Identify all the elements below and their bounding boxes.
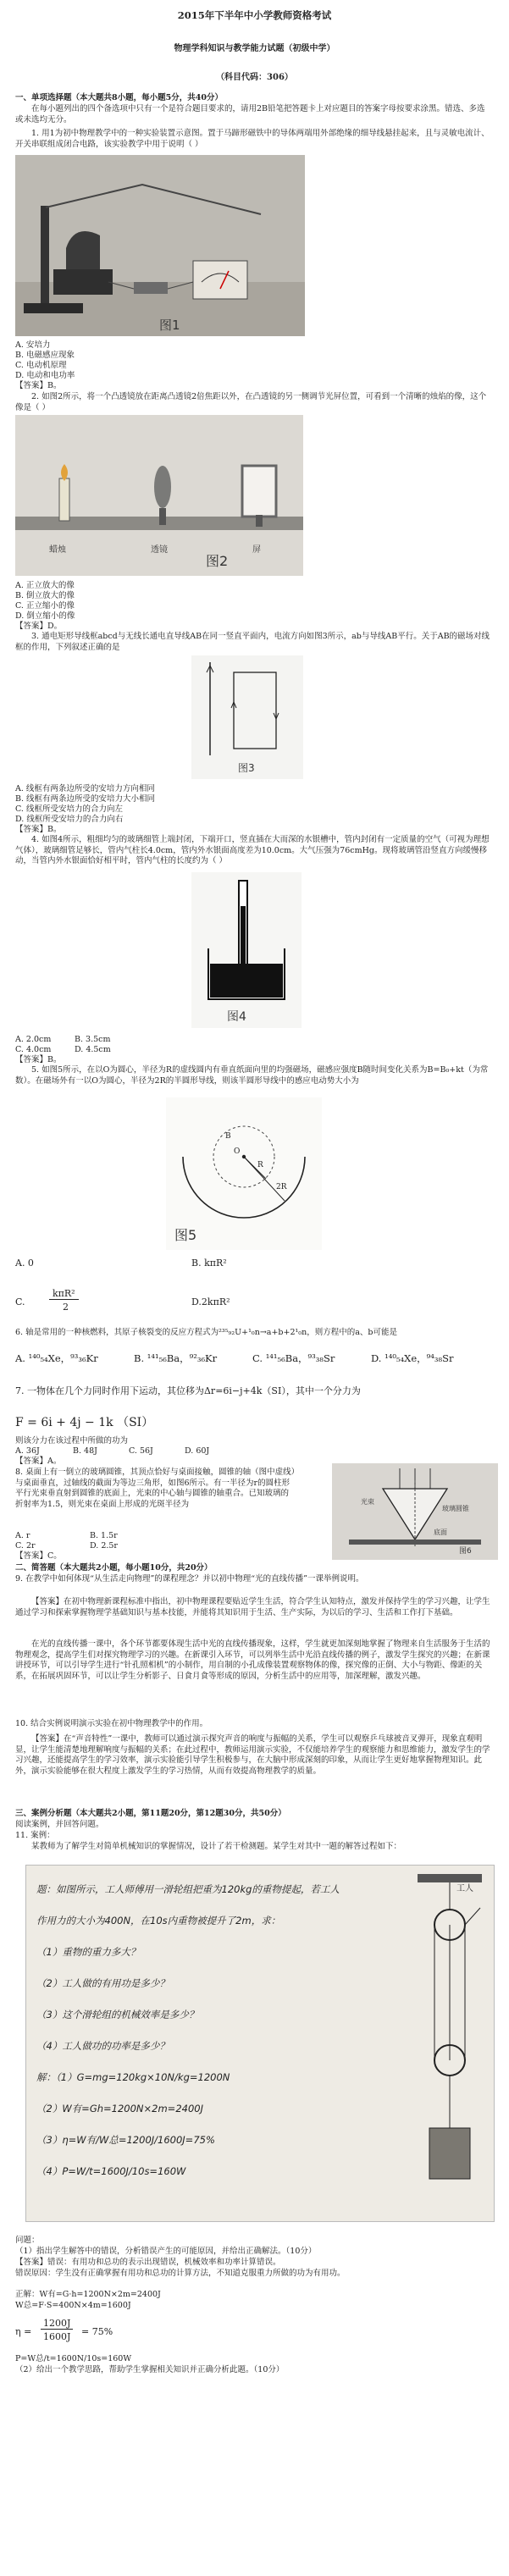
answer-continued: 在光的直线传播一课中，各个环节都要体现生活中光的直线传播现象，这样，学生就更加深刻地掌握了物理来自生活服务于生活的物理观念，提高学生们对探究物理学习的兴趣。在新课引入环节，可以列举生活中光沿直线传播的例子，激发学生探究的兴趣；在新课讲授环节，可以引导学生进行“针孔照相机”的小制作，用自制的小孔成像装置观察物体的像，探究像的正倒、大小与物距、像距的关系，在拓展巩固环节，可以让学生分析影子、日食月食等形成的原因，分析生活中的应用等，加深理解，激发兴趣。 [15,1639,490,1681]
option-a: A. r [15,1531,30,1540]
option-a: A. 0 [15,1258,34,1269]
option-b: B. 线框有两条边所受的安培力大小相同 [15,794,156,804]
doc-subtitle: 物理学科知识与教学能力试题（初级中学） [174,44,335,53]
option-c: C. 电动机原理 [15,361,67,370]
figure-5 [166,1097,322,1250]
doc-title: 2015年下半年中小学教师资格考试 [177,9,332,21]
label-candle: 蜡烛 [49,545,66,555]
handwritten-solution [36,1874,401,2187]
answer: 【答案】B。 [15,825,62,834]
figure-caption: 图4 [227,1010,246,1024]
sub-question: （2）给出一个教学思路，帮助学生掌握相关知识并正确分析此题。（10分） [15,2365,285,2374]
hand-line: 解：（1）G=mg=120kg×10N/kg=1200N [36,2071,230,2083]
solution-line: W总=F·S=400N×4m=1600J [15,2301,131,2310]
hand-line: 题：如图所示，工人师傅用一滑轮组把重为120kg的重物提起，若工人 [36,1883,340,1895]
option-a: A. 2.0cm [15,1035,52,1044]
question-stem: 6. 轴是常用的一种核燃料，其原子核裂变的反应方程式为²³⁵₉₂U+¹₀n→a+b+2¹₀n，则方程中的a、b可能是 [15,1328,397,1337]
figure-2 [15,415,303,576]
answer: 【答案】B。 [15,1055,62,1064]
label-b: B [225,1132,231,1141]
efficiency-denominator: 1600J [43,2331,71,2342]
question-stem: 9. 在教学中如何体现“从生活走向物理”的课程理念？并以初中物理“光的直线传播”一课举例说明。 [15,1574,364,1584]
questions-label: 问题： [15,2236,40,2245]
label-o: O [234,1147,241,1156]
label-cone: 玻璃圆锥 [442,1505,469,1512]
case-intro: 某教师为了解学生对简单机械知识的掌握情况，设计了若干检测题。某学生对其中一题的解答过程如下： [31,1842,402,1851]
section-heading: 三、案例分析题（本大题共2小题，第11题20分，第12题30分，共50分） [15,1809,286,1818]
option-d: D. 倒立缩小的像 [15,611,75,621]
question-stem: 1. 用1为初中物理教学中的一种实验装置示意图。置于马蹄形磁铁中的导体两端用外部绝缘的细导线悬挂起来，且与灵敏电流计、开关串联组成闭合电路，该实验教学中用于说明（ ） [15,129,490,149]
question-stem: 10. 结合实例说明演示实验在初中物理教学中的作用。 [15,1719,208,1728]
label-base: 底面 [434,1528,447,1536]
question-stem: 7. 一物体在几个力同时作用下运动，其位移为Δr=6i−j+4k（SI），其中一个分力为 [15,1385,361,1396]
question-stem: 5. 如图5所示，在以O为圆心，半径为R的虚线圆内有垂直纸面向里的均强磁场，磁感应强度B随时间变化关系为B=B₀+kt（为常数）。在磁场外有一以O为圆心，半径为2R的半圆形导线，则该半圆形导线中的感应电动势大小为 [15,1065,489,1086]
section-intro: 在每小题列出的四个备选项中只有一个是符合题目要求的，请用2B铅笔把答题卡上对应题目的答案字母按要求涂黑。错选、多选或未选均无分。 [15,104,485,124]
student-solution-image [25,1865,495,2222]
label-r: R [257,1161,263,1169]
sub-question: （1）指出学生解答中的错误，分析错误产生的可能原因，并给出正确解法。（10分） [15,2247,317,2256]
label-worker: 工人 [456,1884,473,1893]
option-c-numerator: kπR² [49,1289,79,1300]
efficiency-prefix: η = [15,2326,32,2337]
answer: 【答案】A。 [15,1457,62,1466]
answer: 【答案】B。 [15,381,62,390]
figure-caption: 图3 [238,762,255,774]
subject-code: （科目代码：306） [216,73,293,82]
option-a: A. ¹⁴⁰₅₄Xe，⁹³₃₆Kr [15,1352,98,1364]
answer: 【答案】D。 [15,622,63,631]
option-b: B. 电磁感应现象 [15,351,75,360]
option-b: B. 1.5r [90,1531,118,1540]
hand-line: （3）这个滑轮组的机械效率是多少？ [36,2009,199,2020]
option-d: D. ¹⁴⁰₅₄Xe，⁹⁴₃₈Sr [371,1352,454,1364]
option-c: C. 线框所受安培力的合力向左 [15,804,123,814]
hand-line: （2）工人做的有用功是多少？ [36,1977,169,1989]
answer: 【答案】C。 [15,1551,62,1561]
efficiency-numerator: 1200J [41,2319,73,2330]
hand-line: （1）重物的重力多大？ [36,1946,141,1958]
figure-4-drawing [191,872,302,1028]
option-b: B. kπR² [191,1258,227,1269]
option-d: D. 2.5r [90,1541,118,1551]
error-reason: 错误原因：学生没有正确掌握有用功和总功的计算方法，不知道克服重力所做的功为有用功。 [15,2269,346,2278]
figure-caption: 图2 [206,553,229,569]
section-heading: 一、单项选择题（本大题共8小题，每小题5分，共40分） [15,93,223,102]
answer: 【答案】错误：有用功和总功的表示出现错误，机械效率和功率计算错误。 [15,2258,281,2267]
figure-6 [332,1463,498,1560]
hand-line: （4）工人做功的功率是多少？ [36,2040,169,2052]
option-c-denominator: 2 [63,1302,69,1313]
option-b: B. 倒立放大的像 [15,591,75,600]
option-c: C. 正立缩小的像 [15,601,75,611]
hand-line: （4）P=W/t=1600J/10s=160W [36,2165,186,2177]
option-d: D.2kπR² [191,1296,230,1307]
pulley-diagram [409,1874,490,2213]
option-b: B. 48J [73,1446,97,1456]
efficiency-result: = 75% [81,2326,113,2337]
question-stem: 4. 如图4所示，粗细均匀的玻璃细管上端封闭，下端开口，竖直插在大而深的水银槽中，管内封闭有一定质量的空气（可视为理想气体），玻璃细管足够长，管内气柱长4.0cm，管内外水银面高度差为10.0cm。大气压强为76cmHg。现将玻璃管沿竖直方向缓慢移动，当管内外水银面恰好相平时，管内气柱的长度约为（ ） [15,835,490,865]
option-d: D. 线框所受安培力的合力向右 [15,815,124,824]
option-c: C. 56J [129,1446,153,1456]
figure-caption: 图5 [174,1227,197,1243]
question-stem: 11. 案例： [15,1831,55,1840]
figure-1-drawing [15,155,305,336]
label-screen: 屏 [252,545,261,555]
option-d: D. 电动和电功率 [15,371,75,380]
label-beam: 光束 [361,1498,374,1506]
option-b: B. 3.5cm [75,1035,111,1044]
solution-line: 正解：W有=G·h=1200N×2m=2400J [15,2290,161,2299]
solution-line: P=W总/t=1600N/10s=160W [15,2354,132,2363]
hand-line: （3）η=W有/W总=1200J/1600J=75% [36,2134,215,2146]
hand-line: 作用力的大小为400N，在10s内重物被提升了2m，求： [36,1915,281,1926]
option-c: C. 4.0cm [15,1045,52,1054]
question-stem: 8. 桌面上有一倒立的玻璃圆锥，其顶点恰好与桌面接触，圆锥的轴（图中虚线）与桌面垂直，过轴线的截面为等边三角形，如图6所示。有一半径为r的圆柱形平行光束垂直射到圆锥的底面上，光束的中心轴与圆锥的轴重合。已知玻璃的折射率为1.5，则光束在桌面上形成的光斑半径为 [15,1468,296,1509]
answer: 【答案】在“声音特性”一课中，教师可以通过演示探究声音的响度与振幅的关系，学生可以观察乒乓球被音叉弹开，现象直观明显，让学生能清楚地理解响度与振幅的关系；在此过程中，教师运用演示实验，不仅能培养学生的观察能力和思维能力，激发学生的学习兴趣，还能提高学生的学习效率，演示实验能引导学生积极参与，在大脑中形成深刻的印象，从而让学生更好地掌握物理知识。此外，演示实验能够在很大程度上激发学生的学习热情，从而有效提高物理教学的质量。 [15,1734,490,1776]
option-c: C. 2r [15,1541,36,1551]
figure-3 [191,655,303,779]
figure-caption: 图6 [459,1547,472,1556]
hand-line: （2）W有=Gh=1200N×2m=2400J [36,2103,203,2114]
option-d: D. 60J [185,1446,210,1456]
figure-1 [15,155,305,336]
instruction: 阅读案例，并回答问题。 [15,1820,104,1829]
option-d: D. 4.5cm [75,1045,111,1054]
option-a: A. 安培力 [15,340,51,350]
figure-4 [191,872,302,1028]
question-continuation: 则该分力在该过程中所做的功为 [15,1436,129,1446]
option-a: A. 正立放大的像 [15,581,75,590]
question-stem: 2. 如图2所示，将一个凸透镜放在距离凸透镜2倍焦距以外，在凸透镜的另一侧调节光屏位置，可看到一个清晰的烛焰的像，这个像是（ ） [15,392,487,412]
option-c: C. ¹⁴¹₅₆Ba，⁹³₃₈Sr [252,1352,335,1364]
option-a: A. 线框有两条边所受的安培力方向相同 [15,784,155,793]
force-formula: F = 6i + 4j − 1k （SI） [15,1416,154,1429]
question-stem: 3. 通电矩形导线框abcd与无线长通电直导线AB在同一竖直平面内，电流方向如图3所示，ab与导线AB平行。关于AB的磁场对线框的作用，下列叙述正确的是 [15,632,490,652]
answer: 【答案】在初中物理新课程标准中指出，初中物理课程要贴近学生生活，符合学生认知特点，激发并保持学生的学习兴趣，让学生通过学习和探索掌握物理学基础知识与基本技能，并能将其知识用于生活、生产实际，为以后的学习、生活和工作打下基础。 [15,1597,490,1617]
option-c: C. [15,1296,25,1307]
section-heading: 二、简答题（本大题共2小题，每小题10分，共20分） [15,1563,213,1573]
figure-caption: 图1 [159,318,180,333]
figure-6-drawing [332,1463,498,1560]
label-2r: 2R [276,1183,287,1191]
label-lens: 透镜 [151,545,168,555]
option-b: B. ¹⁴¹₅₆Ba，⁹²₃₆Kr [134,1352,218,1364]
option-a: A. 36J [15,1446,40,1456]
